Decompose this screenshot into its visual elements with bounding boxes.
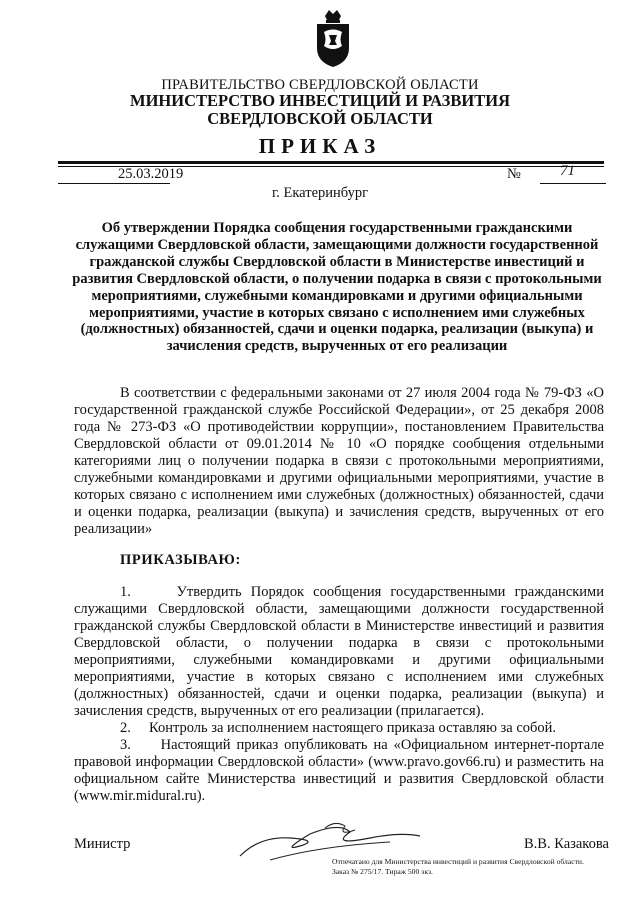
- number-underline: [540, 183, 606, 184]
- ministry-name-line2: СВЕРДЛОВСКОЙ ОБЛАСТИ: [207, 109, 433, 128]
- document-number: 71: [560, 163, 575, 179]
- order-item-3: 3. Настоящий приказ опубликовать на «Официальном интернет-портале правовой информации Свердловской области» (www.pravo.gov66.ru) и разместить на официальном сайте Министерства инвестиций и развития Свердловской области (www.mir.midural.ru).: [74, 737, 604, 804]
- order-item-1: 1. Утвердить Порядок сообщения государственными гражданскими служащими Свердловской области, замещающими должности государственной гражданской службы Свердловской области в Министерстве инвестиций и развития Свердловской области, о получении подарка в связи с протокольными мероприятиями, служебными командировками и другими официальными мероприятиями, участие в которых связано с исполнением ими служебных (должностных) обязанностей, сдачи и оценки подарка, реализации (выкупа) и зачисления средств, вырученных от его реализации (прилагается).: [74, 584, 604, 719]
- preamble: [74, 385, 604, 538]
- header-rule-thick: [58, 161, 604, 164]
- preamble-text: В соответствии с федеральными законами от 27 июля 2004 года № 79-ФЗ «О государственной гражданской службе Российской Федерации», от 25 декабря 2008 года № 273-ФЗ «О противодействии коррупции», постановлением Правительства Свердловской области от 09.01.2014 № 10 «О порядке сообщения отдельными категориями лиц о получении подарка в связи с протокольными мероприятиями, служебными командировками и другими официальными мероприятиями, участие в которых связано с исполнением ими служебных (должностных) обязанностей, сдачи и оценки подарка, реализации (выкупа) и зачисления средств, вырученных от его реализации»: [74, 385, 604, 537]
- signatory-name: В.В. Казакова: [524, 836, 609, 852]
- number-sign: №: [507, 166, 521, 182]
- print-note-line1: Отпечатано для Министерства инвестиций и развития Свердловской области.: [332, 857, 584, 866]
- ministry-name: [0, 92, 640, 128]
- document-subject: Об утверждении Порядка сообщения государственными гражданскими служащими Свердловской области, замещающими должности государственной гражданской службы Свердловской области в Министерстве инвестиций и развития Свердловской области, о получении подарка в связи с протокольными мероприятиями, служебными командировками и другими официальными мероприятиями, участие в которых связано с исполнением ими служебных (должностных) обязанностей, сдачи и оценки подарка, реализации (выкупа) и зачисления средств, вырученных от его реализации: [72, 220, 602, 355]
- coat-of-arms-icon: [313, 10, 353, 68]
- government-name: ПРАВИТЕЛЬСТВО СВЕРДЛОВСКОЙ ОБЛАСТИ: [161, 77, 479, 93]
- date-underline: [58, 183, 170, 184]
- order-items: [74, 584, 604, 805]
- document-type: ПРИКАЗ: [258, 134, 382, 158]
- document-date: 25.03.2019: [118, 166, 184, 182]
- order-item-2: 2. Контроль за исполнением настоящего приказа оставляю за собой.: [120, 720, 557, 736]
- ministry-name-line1: МИНИСТЕРСТВО ИНВЕСТИЦИЙ И РАЗВИТИЯ: [130, 91, 510, 110]
- signatory-position: Министр: [74, 836, 131, 852]
- print-note-line2: Заказ № 275/17. Тираж 500 экз.: [332, 867, 433, 876]
- print-note: [332, 857, 584, 877]
- orders-heading: ПРИКАЗЫВАЮ:: [120, 552, 241, 568]
- document-city: г. Екатеринбург: [271, 185, 369, 201]
